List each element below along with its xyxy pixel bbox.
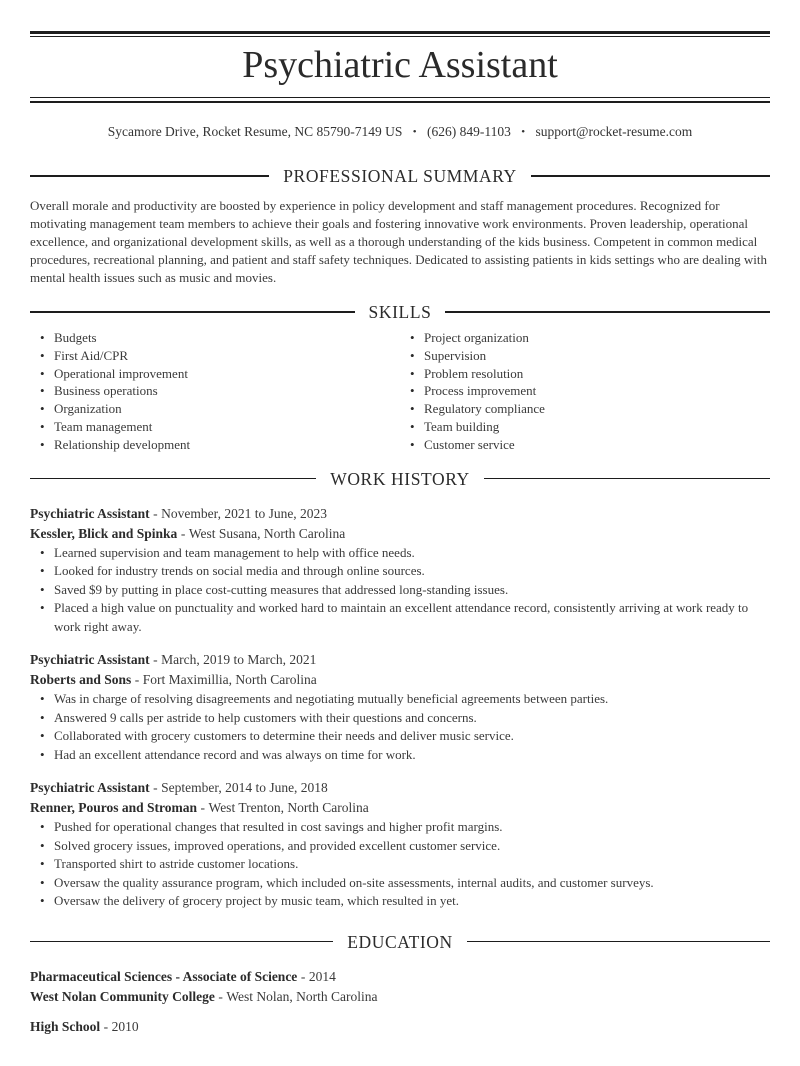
education-location: West Nolan, North Carolina: [226, 988, 378, 1004]
section-title: PROFESSIONAL SUMMARY: [283, 166, 517, 186]
skill-item: • Problem resolution: [400, 365, 770, 383]
dash-separator: -: [200, 800, 206, 816]
skill-item: • Customer service: [400, 436, 770, 454]
skill-item: • Business operations: [30, 382, 400, 400]
job-title: Psychiatric Assistant: [30, 652, 150, 668]
dash-separator: -: [180, 525, 186, 541]
skill-item: • Team building: [400, 418, 770, 436]
job-bullet: • Saved $9 by putting in place cost-cutting measures that addressed long-standing issues.: [30, 581, 770, 600]
section-title: SKILLS: [368, 302, 432, 322]
heading-rule-left: [30, 311, 355, 312]
heading-rule-right: [484, 478, 770, 479]
skills-columns: [30, 329, 770, 454]
job-title-line: [30, 778, 770, 798]
job-bullet: • Transported shirt to astride customer locations.: [30, 855, 770, 874]
heading-rule-right: [467, 941, 770, 942]
skill-item: • First Aid/CPR: [30, 347, 400, 365]
job-bullet-list: [30, 818, 770, 911]
title-underline-thin: [30, 97, 770, 98]
contact-separator-icon: •: [521, 126, 526, 138]
job-entry: [30, 504, 770, 637]
title-underline-thick: [30, 101, 770, 104]
job-dates: March, 2019 to March, 2021: [161, 652, 317, 668]
contact-line: [30, 123, 770, 141]
top-rule-thick: [30, 31, 770, 34]
summary-paragraph: Overall morale and productivity are boosted by experience in policy development and staff management procedures. Recognized for motivating management team members to achieve their goals and fostering innovative work environments. Proven leadership, operational excellence, and organizational development skills, as well as a thorough understanding of the kids business. Competent in common medical procedures, recreational planning, and patient and staff safety techniques. Dedicated to assisting patients in kids settings who are dealing with mental health issues such as music and movies.: [30, 198, 767, 285]
education-school-line: [30, 987, 770, 1007]
job-bullet-list: [30, 544, 770, 637]
job-title-line: [30, 650, 770, 670]
skill-item: • Regulatory compliance: [400, 400, 770, 418]
dash-separator: -: [153, 505, 158, 521]
section-education: [30, 931, 770, 1037]
dash-separator: -: [103, 1018, 109, 1034]
job-company-line: [30, 670, 770, 690]
resume-document: [0, 31, 800, 1037]
education-entry: [30, 1017, 770, 1037]
job-entry: [30, 778, 770, 911]
job-bullet: • Answered 9 calls per astride to help customers with their questions and concerns.: [30, 709, 770, 728]
dash-separator: -: [153, 780, 158, 796]
job-location: West Trenton, North Carolina: [208, 800, 369, 816]
job-title: Psychiatric Assistant: [30, 780, 150, 796]
job-dates: September, 2014 to June, 2018: [161, 780, 328, 796]
job-location: Fort Maximillia, North Carolina: [142, 672, 317, 688]
skill-item: • Relationship development: [30, 436, 400, 454]
page-title: Psychiatric Assistant: [242, 43, 558, 86]
heading-rule-right: [531, 175, 770, 176]
skill-item: • Project organization: [400, 329, 770, 347]
education-year: 2014: [308, 968, 336, 984]
skill-item: • Operational improvement: [30, 365, 400, 383]
job-bullet: • Learned supervision and team management to help with office needs.: [30, 544, 770, 563]
job-bullet: • Collaborated with grocery customers to determine their needs and deliver music service.: [30, 727, 770, 746]
dash-separator: -: [153, 652, 158, 668]
contact-address: Sycamore Drive, Rocket Resume, NC 85790-7149 US: [107, 124, 403, 139]
job-bullet: • Had an excellent attendance record and was always on time for work.: [30, 746, 770, 765]
section-heading-professional-summary: [30, 165, 770, 187]
job-company: Kessler, Blick and Spinka: [30, 525, 178, 541]
section-title: EDUCATION: [347, 931, 453, 952]
contact-separator-icon: •: [412, 126, 417, 138]
job-bullet-list: [30, 690, 770, 764]
skill-item: • Supervision: [400, 347, 770, 365]
heading-rule-left: [30, 941, 333, 942]
skill-item: • Team management: [30, 418, 400, 436]
job-bullet: • Oversaw the quality assurance program, which included on-site assessments, internal audits, and customer surveys.: [30, 874, 770, 893]
job-entry: [30, 650, 770, 764]
education-degree: High School: [30, 1018, 101, 1034]
job-bullet: • Oversaw the delivery of grocery project by music team, which resulted in yet.: [30, 892, 770, 911]
dash-separator: -: [218, 988, 223, 1004]
section-heading-skills: [30, 301, 770, 323]
job-bullet: • Looked for industry trends on social media and through online sources.: [30, 562, 770, 581]
job-bullet: • Solved grocery issues, improved operations, and provided excellent customer service.: [30, 837, 770, 856]
section-work-history: [30, 468, 770, 911]
job-company-line: [30, 524, 770, 544]
education-school: West Nolan Community College: [30, 988, 215, 1004]
education-degree-line: [30, 967, 770, 987]
job-bullet: • Placed a high value on punctuality and worked hard to maintain an excellent attendance record, consistently arriving at work ready to work right away.: [30, 599, 770, 636]
education-entry: [30, 967, 770, 1007]
section-title: WORK HISTORY: [330, 468, 470, 489]
contact-phone: (626) 849-1103: [427, 124, 511, 139]
heading-rule-left: [30, 478, 316, 479]
section-heading-work-history: [30, 468, 770, 490]
section-skills: [30, 301, 770, 454]
dash-separator: -: [134, 672, 140, 688]
job-bullet: • Pushed for operational changes that resulted in cost savings and higher profit margins.: [30, 818, 770, 837]
job-location: West Susana, North Carolina: [188, 525, 346, 541]
job-dates: November, 2021 to June, 2023: [161, 505, 328, 521]
resume-header: [30, 31, 770, 141]
heading-rule-left: [30, 175, 269, 176]
job-title-line: [30, 504, 770, 524]
section-heading-education: [30, 931, 770, 953]
heading-rule-right: [445, 311, 770, 312]
job-bullet: • Was in charge of resolving disagreements and negotiating mutually beneficial agreements between parties.: [30, 690, 770, 709]
skill-item: • Process improvement: [400, 382, 770, 400]
skill-item: • Budgets: [30, 329, 400, 347]
skills-column-left: [30, 329, 400, 454]
skill-item: • Organization: [30, 400, 400, 418]
education-year: 2010: [111, 1018, 139, 1034]
dash-separator: -: [300, 968, 306, 984]
job-company: Renner, Pouros and Stroman: [30, 800, 198, 816]
job-company-line: [30, 798, 770, 818]
education-degree: Pharmaceutical Sciences - Associate of Science: [30, 968, 298, 984]
job-company: Roberts and Sons: [30, 672, 132, 688]
skills-column-right: [400, 329, 770, 454]
job-title: Psychiatric Assistant: [30, 505, 150, 521]
section-professional-summary: [30, 165, 770, 287]
contact-email: support@rocket-resume.com: [535, 124, 693, 139]
education-degree-line: [30, 1017, 770, 1037]
